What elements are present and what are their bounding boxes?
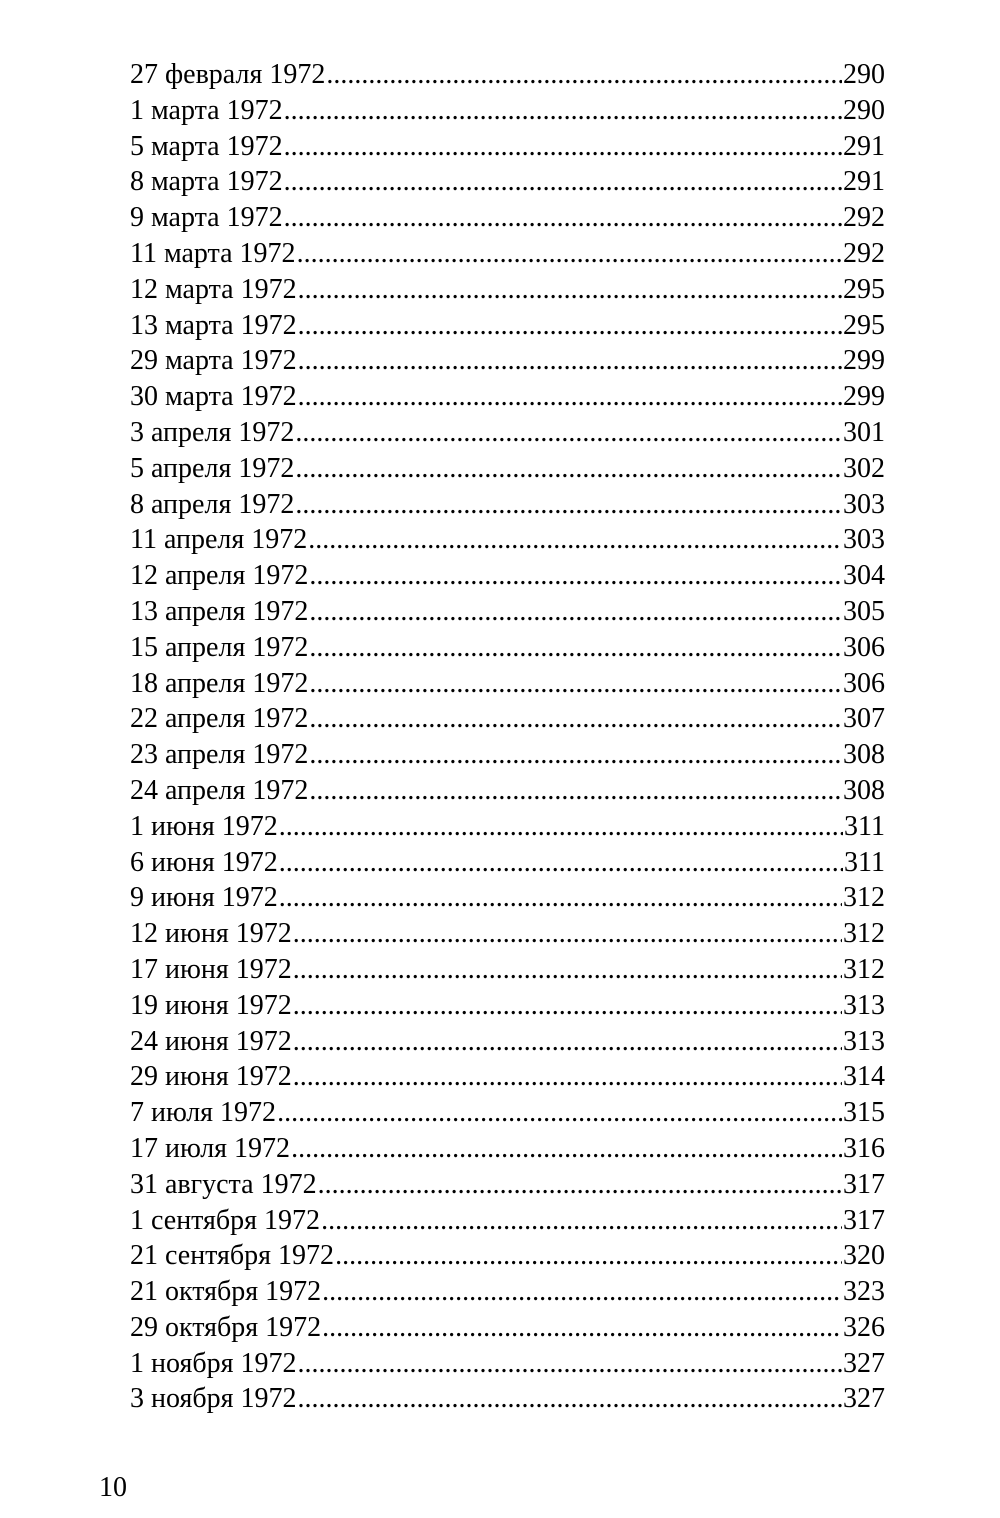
toc-entry[interactable] [130,343,885,379]
toc-entry-date: 12 марта 1972 [130,273,297,305]
toc-entry-page-number: 301 [843,416,885,448]
toc-dot-leader [277,1095,842,1131]
toc-entry[interactable] [130,916,885,952]
toc-dot-leader [279,880,842,916]
toc-entry-date: 9 июня 1972 [130,882,278,914]
toc-entry-date: 12 апреля 1972 [130,560,309,592]
toc-entry-date: 17 июля 1972 [130,1132,291,1164]
toc-entry-page-number: 313 [843,989,885,1021]
toc-entry[interactable] [130,1346,885,1382]
toc-entry-date: 9 марта 1972 [130,202,283,234]
toc-dot-leader [309,773,842,809]
toc-entry-date: 30 марта 1972 [130,381,297,413]
toc-entry-date: 6 июня 1972 [130,846,278,878]
toc-entry-date: 21 сентября 1972 [130,1240,335,1272]
toc-entry[interactable] [130,1274,885,1310]
toc-entry-page-number: 302 [843,452,885,484]
toc-entry-date: 7 июля 1972 [130,1097,277,1129]
toc-dot-leader [298,343,842,379]
toc-entry-page-number: 292 [843,202,885,234]
toc-entry-page-number: 295 [843,309,885,341]
toc-dot-leader [295,415,842,451]
toc-entry-page-number: 323 [843,1276,885,1308]
toc-entry-date: 11 апреля 1972 [130,524,308,556]
toc-entry-date: 24 июня 1972 [130,1025,292,1057]
toc-entry[interactable] [130,236,885,272]
toc-entry-date: 3 апреля 1972 [130,416,295,448]
toc-dot-leader [309,701,842,737]
toc-dot-leader [279,845,843,881]
toc-dot-leader [293,916,842,952]
toc-entry-page-number: 320 [843,1240,885,1272]
toc-entry-page-number: 290 [843,94,885,126]
toc-entry[interactable] [130,200,885,236]
toc-entry-page-number: 327 [843,1347,885,1379]
toc-entry-page-number: 308 [843,739,885,771]
toc-entry[interactable] [130,594,885,630]
toc-dot-leader [293,1059,842,1095]
toc-entry-page-number: 316 [843,1132,885,1164]
toc-dot-leader [297,1381,842,1417]
toc-entry-page-number: 317 [843,1168,885,1200]
toc-entry-page-number: 295 [843,273,885,305]
toc-entry-page-number: 292 [843,237,885,269]
toc-entry[interactable] [130,558,885,594]
toc-dot-leader [284,164,842,200]
toc-entry[interactable] [130,57,885,93]
toc-dot-leader [309,630,842,666]
toc-entry[interactable] [130,1381,885,1417]
toc-entry[interactable] [130,379,885,415]
toc-entry[interactable] [130,415,885,451]
toc-dot-leader [322,1274,842,1310]
toc-entry-date: 1 марта 1972 [130,94,283,126]
toc-entry-date: 13 апреля 1972 [130,595,309,627]
toc-entry-page-number: 299 [843,381,885,413]
toc-entry-page-number: 312 [843,882,885,914]
toc-dot-leader [291,1131,842,1167]
toc-dot-leader [284,129,842,165]
toc-entry-page-number: 311 [844,810,885,842]
toc-entry[interactable] [130,737,885,773]
toc-entry-date: 29 июня 1972 [130,1061,292,1093]
toc-dot-leader [295,451,842,487]
toc-entry-page-number: 311 [844,846,885,878]
toc-entry[interactable] [130,1167,885,1203]
toc-entry[interactable] [130,522,885,558]
toc-entry-page-number: 290 [843,59,885,90]
toc-dot-leader [335,1238,842,1274]
page-number: 10 [99,1472,127,1503]
toc-dot-leader [322,1310,842,1346]
toc-dot-leader [293,952,842,988]
toc-entry-date: 17 июня 1972 [130,953,292,985]
toc-entry[interactable] [130,1059,885,1095]
toc-entry[interactable] [130,308,885,344]
toc-entry-date: 31 августа 1972 [130,1168,317,1200]
toc-dot-leader [279,809,843,845]
toc-entry-page-number: 299 [843,345,885,377]
toc-entry-page-number: 326 [843,1311,885,1343]
toc-dot-leader [293,1024,842,1060]
toc-dot-leader [284,93,842,129]
toc-entry[interactable] [130,129,885,165]
toc-entry-date: 1 ноября 1972 [130,1347,297,1379]
toc-entry-page-number: 306 [843,667,885,699]
toc-entry-date: 15 апреля 1972 [130,631,309,663]
toc-entry[interactable] [130,487,885,523]
toc-dot-leader [298,272,842,308]
toc-dot-leader [309,666,842,702]
toc-entry-page-number: 303 [843,488,885,520]
table-of-contents [130,57,885,1417]
toc-dot-leader [284,200,842,236]
toc-entry-page-number: 291 [843,130,885,162]
toc-entry-date: 19 июня 1972 [130,989,292,1021]
toc-entry-date: 8 апреля 1972 [130,488,295,520]
toc-entry-date: 21 октября 1972 [130,1276,322,1308]
toc-entry-page-number: 317 [843,1204,885,1236]
toc-entry-date: 12 июня 1972 [130,918,292,950]
toc-entry[interactable] [130,845,885,881]
toc-entry[interactable] [130,1203,885,1239]
toc-dot-leader [298,308,842,344]
toc-dot-leader [318,1167,842,1203]
toc-entry[interactable] [130,666,885,702]
toc-entry[interactable] [130,451,885,487]
toc-entry-page-number: 304 [843,560,885,592]
toc-entry[interactable] [130,630,885,666]
toc-entry[interactable] [130,1310,885,1346]
toc-dot-leader [298,379,842,415]
toc-entry[interactable] [130,272,885,308]
toc-entry[interactable] [130,1238,885,1274]
toc-dot-leader [309,558,842,594]
toc-entry-page-number: 305 [843,595,885,627]
toc-entry[interactable] [130,880,885,916]
toc-entry-page-number: 312 [843,953,885,985]
toc-entry-date: 8 марта 1972 [130,166,283,198]
toc-entry-date: 3 ноября 1972 [130,1383,297,1415]
toc-entry-date: 29 марта 1972 [130,345,297,377]
toc-entry-page-number: 291 [843,166,885,198]
toc-entry[interactable] [130,164,885,200]
toc-entry-date: 5 марта 1972 [130,130,283,162]
toc-entry[interactable] [130,952,885,988]
toc-entry-page-number: 312 [843,918,885,950]
toc-entry[interactable] [130,1131,885,1167]
toc-dot-leader [326,57,842,93]
toc-dot-leader [309,594,842,630]
toc-entry-date: 1 сентября 1972 [130,1204,321,1236]
toc-dot-leader [297,1346,842,1382]
toc-entry-page-number: 313 [843,1025,885,1057]
toc-entry-date: 13 марта 1972 [130,309,297,341]
toc-entry-page-number: 307 [843,703,885,735]
toc-dot-leader [309,737,842,773]
toc-entry-date: 24 апреля 1972 [130,774,309,806]
toc-entry-date: 23 апреля 1972 [130,739,309,771]
toc-entry-date: 11 марта 1972 [130,237,296,269]
toc-dot-leader [293,988,842,1024]
toc-dot-leader [295,487,842,523]
toc-entry-page-number: 327 [843,1383,885,1415]
toc-entry-date: 1 июня 1972 [130,810,278,842]
toc-entry[interactable] [130,1024,885,1060]
toc-entry[interactable] [130,701,885,737]
toc-entry[interactable] [130,809,885,845]
toc-entry[interactable] [130,1095,885,1131]
toc-entry[interactable] [130,988,885,1024]
toc-entry[interactable] [130,93,885,129]
toc-dot-leader [321,1203,842,1239]
toc-dot-leader [308,522,842,558]
toc-entry-page-number: 306 [843,631,885,663]
toc-entry-page-number: 303 [843,524,885,556]
toc-entry-page-number: 308 [843,774,885,806]
toc-entry-date: 18 апреля 1972 [130,667,309,699]
toc-entry-date: 22 апреля 1972 [130,703,309,735]
toc-dot-leader [297,236,842,272]
toc-entry-date: 27 февраля 1972 [130,59,326,90]
toc-entry-date: 29 октября 1972 [130,1311,322,1343]
toc-entry-date: 5 апреля 1972 [130,452,295,484]
toc-entry-page-number: 314 [843,1061,885,1093]
toc-entry-page-number: 315 [843,1097,885,1129]
toc-entry[interactable] [130,773,885,809]
